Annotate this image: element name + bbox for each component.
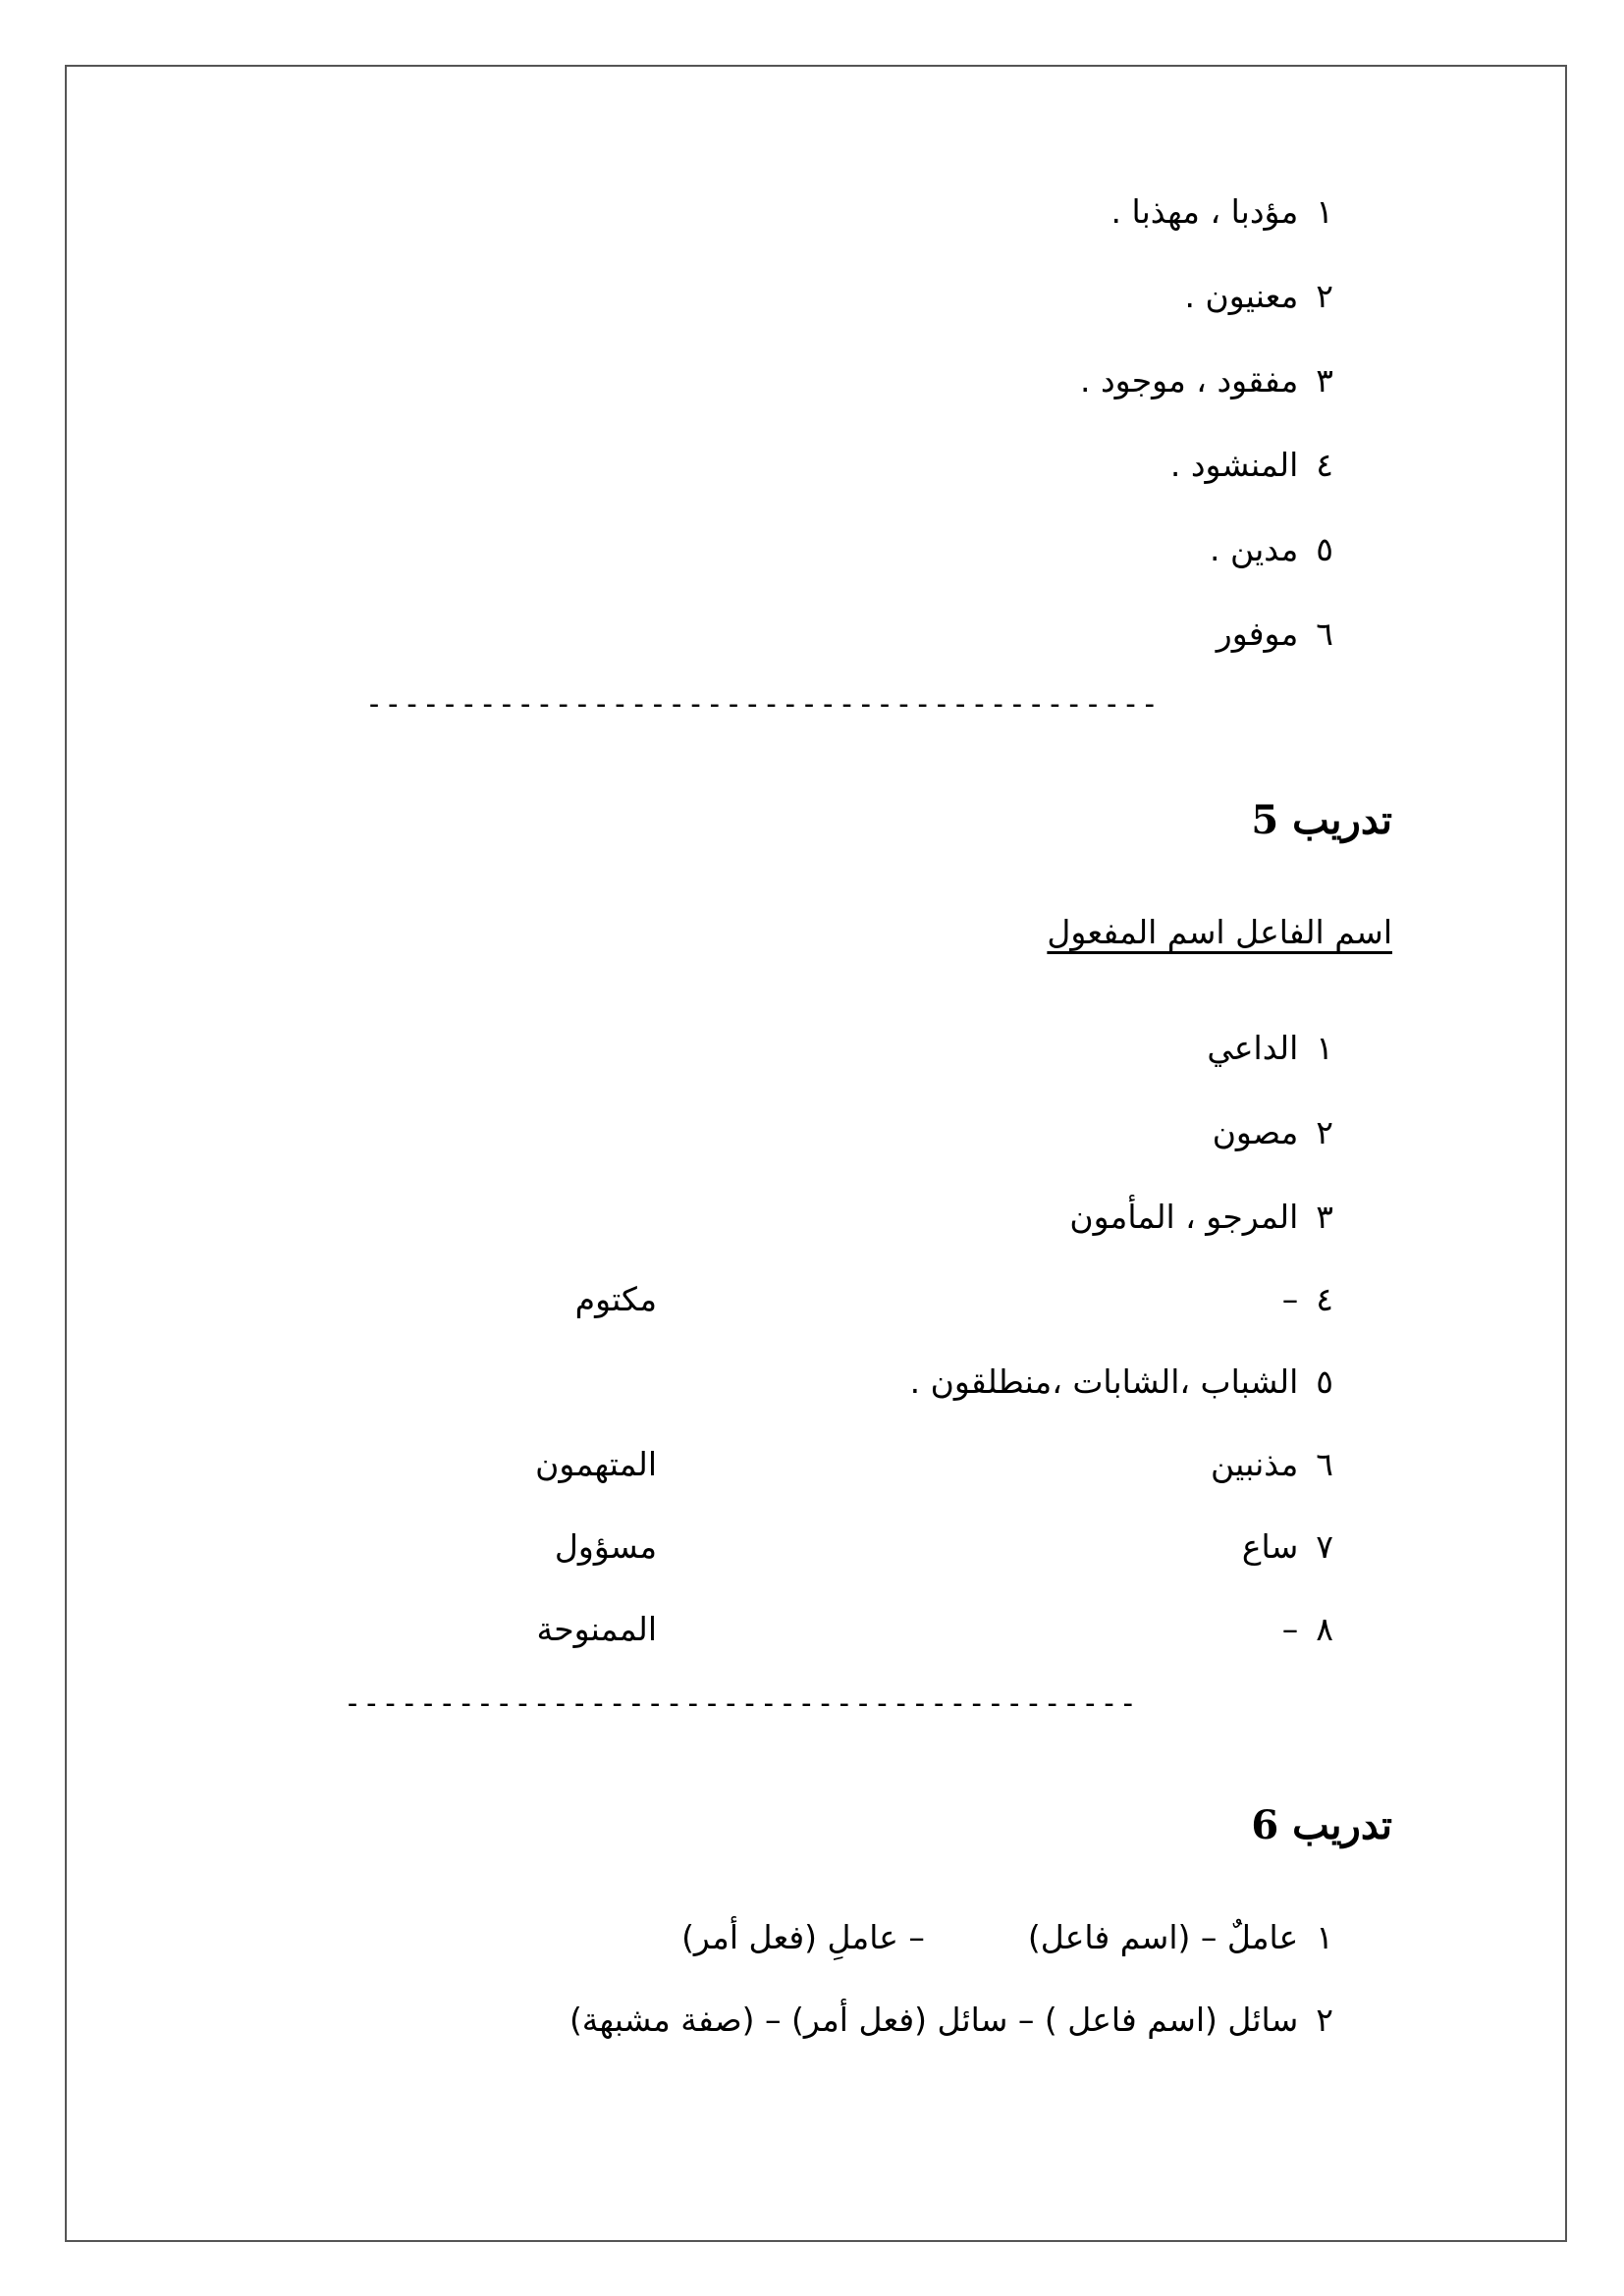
item-number: ٤ bbox=[1316, 1280, 1333, 1318]
item-text: – bbox=[1281, 1280, 1299, 1318]
item-text: المرجو ، المأمون bbox=[1069, 1198, 1299, 1236]
item-text: المنشود . bbox=[1169, 446, 1299, 484]
item-number: ١ bbox=[1316, 1029, 1333, 1067]
list-item bbox=[1184, 275, 1333, 318]
section-title: تدريب 5 bbox=[1251, 797, 1392, 843]
separator-line: ------------------------------------------ bbox=[365, 687, 1160, 721]
list-item bbox=[1242, 1525, 1333, 1569]
list-item bbox=[1080, 359, 1333, 402]
item-text: معنيون . bbox=[1184, 277, 1299, 315]
item-text: عاملٌ – (اسم فاعل) – عاملِ (فعل أمر) bbox=[681, 1918, 1299, 1956]
list-item bbox=[1207, 1027, 1333, 1070]
item-number: ٥ bbox=[1316, 530, 1333, 568]
item-text: سائل (اسم فاعل ) – سائل (فعل أمر) – (صفة مشبهة) bbox=[568, 2001, 1299, 2039]
separator-line: ------------------------------------------ bbox=[344, 1686, 1138, 1721]
item-text: الداعي bbox=[1207, 1029, 1299, 1067]
item-text: الشباب ،الشابات ،منطلقون . bbox=[909, 1362, 1299, 1401]
item-number: ٢ bbox=[1316, 2001, 1333, 2039]
list-item bbox=[1217, 613, 1333, 656]
section-subtitle: اسم الفاعل اسم المفعول bbox=[1047, 913, 1392, 951]
item-text: ساع bbox=[1241, 1527, 1299, 1566]
item-number: ٦ bbox=[1316, 1445, 1333, 1483]
item-number: ٥ bbox=[1316, 1362, 1333, 1401]
item-number: ٢ bbox=[1316, 277, 1333, 315]
list-item bbox=[1282, 1278, 1333, 1321]
list-item bbox=[1211, 1443, 1333, 1486]
second-column-text: مكتوم bbox=[574, 1280, 657, 1318]
item-text: – bbox=[1281, 1610, 1299, 1648]
item-number: ٢ bbox=[1316, 1113, 1333, 1151]
item-number: ٤ bbox=[1316, 446, 1333, 484]
item-number: ٣ bbox=[1316, 1198, 1333, 1236]
list-item bbox=[569, 1999, 1333, 2042]
item-text: مصون bbox=[1212, 1113, 1299, 1151]
item-number: ٧ bbox=[1316, 1527, 1333, 1566]
item-number: ٣ bbox=[1316, 361, 1333, 400]
item-number: ١ bbox=[1316, 192, 1333, 231]
list-item bbox=[1213, 1111, 1333, 1154]
item-number: ٨ bbox=[1316, 1610, 1333, 1648]
list-item bbox=[1170, 444, 1333, 487]
item-text: مذنبين bbox=[1211, 1445, 1299, 1483]
section-title: تدريب 6 bbox=[1251, 1802, 1392, 1848]
second-column-text: الممنوحة bbox=[536, 1610, 657, 1648]
list-item bbox=[910, 1361, 1333, 1404]
second-column-text: المتهمون bbox=[535, 1445, 657, 1483]
item-text: مدين . bbox=[1209, 530, 1299, 568]
list-item bbox=[1210, 528, 1333, 571]
second-column-text: مسؤول bbox=[554, 1527, 657, 1566]
item-text: موفور bbox=[1216, 614, 1299, 653]
item-text: مؤدبا ، مهذبا . bbox=[1110, 192, 1299, 231]
list-item bbox=[1111, 190, 1333, 234]
list-item bbox=[681, 1916, 1333, 1959]
list-item bbox=[1069, 1196, 1333, 1239]
item-number: ١ bbox=[1316, 1918, 1333, 1956]
item-text: مفقود ، موجود . bbox=[1079, 361, 1299, 400]
item-number: ٦ bbox=[1316, 614, 1333, 653]
list-item bbox=[1282, 1608, 1333, 1651]
